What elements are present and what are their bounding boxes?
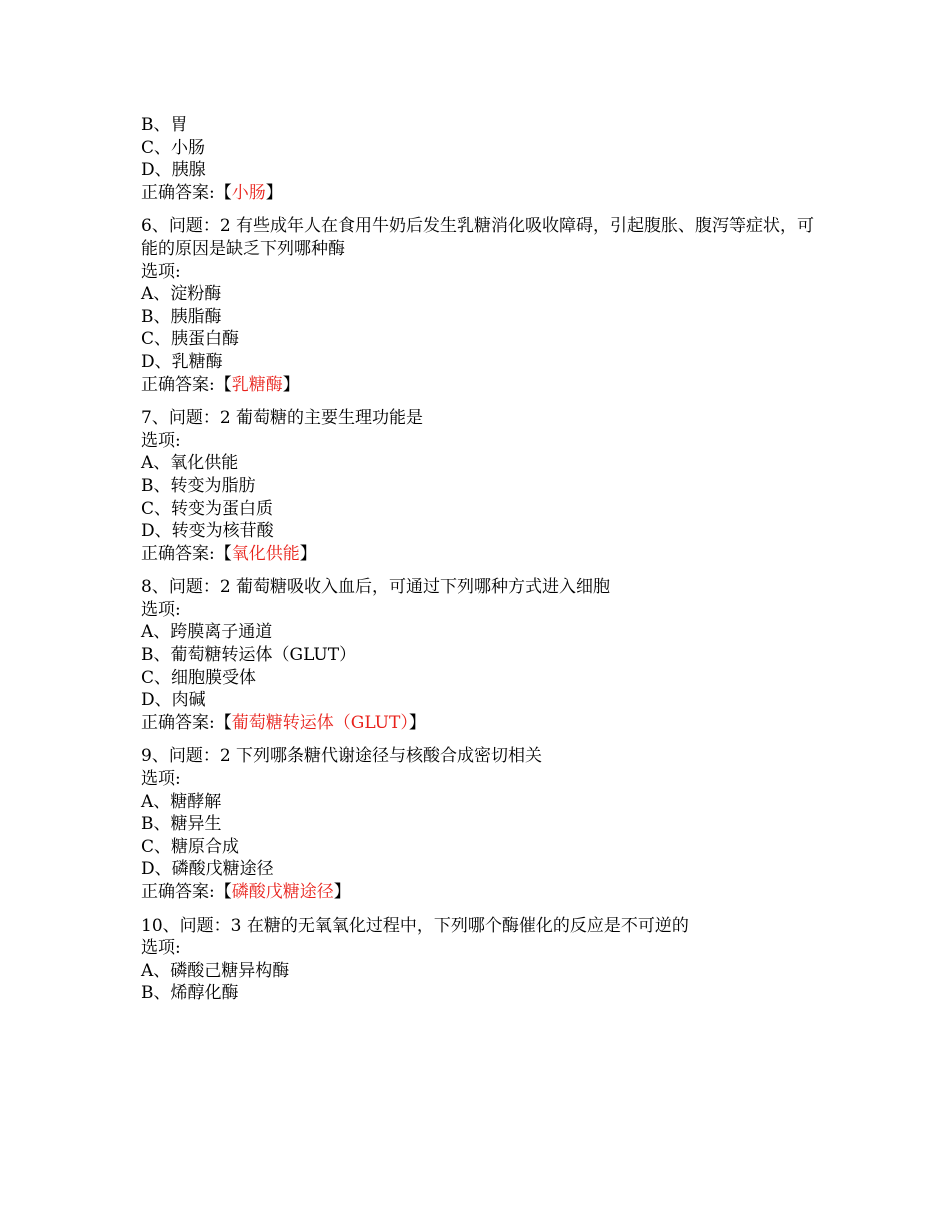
- answer-text: 磷酸戊糖途径: [231, 882, 334, 902]
- option-b: B、葡萄糖转运体（GLUT）: [141, 645, 357, 666]
- answer-bracket-open: 【: [214, 882, 232, 902]
- options-label: 选项:: [141, 938, 181, 959]
- question-block-8: [141, 576, 821, 734]
- option-d: D、磷酸戊糖途径: [141, 859, 274, 880]
- options-label: 选项:: [141, 769, 181, 790]
- option-d: D、胰腺: [141, 160, 206, 181]
- option-d: D、肉碱: [141, 690, 206, 711]
- answer-line: [141, 543, 821, 566]
- question-block-10: [141, 915, 821, 1005]
- answer-text: 乳糖酶: [231, 374, 283, 395]
- option-b: B、转变为脂肪: [141, 475, 256, 496]
- answer-text: 氧化供能: [231, 543, 300, 564]
- answer-line: [141, 881, 821, 904]
- question-text: 10、问题：3 在糖的无氧氧化过程中，下列哪个酶催化的反应是不可逆的: [141, 915, 689, 936]
- answer-line: [141, 374, 821, 397]
- answer-prefix: 正确答案:: [141, 712, 215, 733]
- question-block-5: [141, 114, 821, 204]
- question-block-9: [141, 745, 821, 903]
- answer-bracket-close: 】: [299, 543, 317, 564]
- answer-text: 葡萄糖转运体（GLUT）: [231, 712, 409, 733]
- question-text: 9、问题：2 下列哪条糖代谢途径与核酸合成密切相关: [141, 746, 543, 767]
- answer-bracket-open: 【: [214, 712, 232, 733]
- option-d: D、乳糖酶: [141, 351, 223, 372]
- option-a: A、淀粉酶: [141, 284, 222, 305]
- option-a: A、磷酸己糖异构酶: [141, 960, 290, 981]
- option-a: A、跨膜离子通道: [141, 622, 273, 643]
- question-block-7: [141, 407, 821, 565]
- answer-line: [141, 712, 821, 735]
- option-d: D、转变为核苷酸: [141, 521, 274, 542]
- answer-prefix: 正确答案:: [141, 182, 215, 203]
- option-c: C、细胞膜受体: [141, 667, 257, 688]
- question-block-6: [141, 215, 821, 396]
- options-label: 选项:: [141, 599, 181, 620]
- option-b: B、胰脂酶: [141, 306, 222, 327]
- option-a: A、氧化供能: [141, 453, 239, 474]
- option-a: A、糖酵解: [141, 791, 222, 812]
- option-c: C、胰蛋白酶: [141, 329, 240, 350]
- option-b: B、胃: [141, 115, 188, 135]
- question-text: 8、问题：2 葡萄糖吸收入血后，可通过下列哪种方式进入细胞: [141, 577, 611, 598]
- question-text: 6、问题：2 有些成年人在食用牛奶后发生乳糖消化吸收障碍，引起腹胀、腹泻等症状，可能的原因是缺乏下列哪种酶: [141, 216, 815, 259]
- answer-text: 小肠: [231, 182, 266, 203]
- question-text: 7、问题：2 葡萄糖的主要生理功能是: [141, 408, 424, 429]
- option-c: C、小肠: [141, 137, 206, 158]
- answer-line: [141, 182, 821, 205]
- answer-prefix: 正确答案:: [141, 882, 215, 902]
- answer-bracket-close: 】: [333, 882, 351, 902]
- answer-bracket-open: 【: [214, 374, 232, 395]
- answer-bracket-open: 【: [214, 182, 232, 203]
- options-label: 选项:: [141, 261, 181, 282]
- answer-bracket-close: 】: [282, 374, 300, 395]
- option-c: C、转变为蛋白质: [141, 498, 274, 519]
- answer-bracket-open: 【: [214, 543, 232, 564]
- answer-prefix: 正确答案:: [141, 543, 215, 564]
- answer-prefix: 正确答案:: [141, 374, 215, 395]
- option-c: C、糖原合成: [141, 836, 240, 857]
- answer-bracket-close: 】: [408, 712, 426, 733]
- option-b: B、烯醇化酶: [141, 983, 239, 1004]
- options-label: 选项:: [141, 430, 181, 451]
- answer-bracket-close: 】: [265, 182, 283, 203]
- page-content: [141, 114, 821, 1005]
- option-b: B、糖异生: [141, 814, 222, 835]
